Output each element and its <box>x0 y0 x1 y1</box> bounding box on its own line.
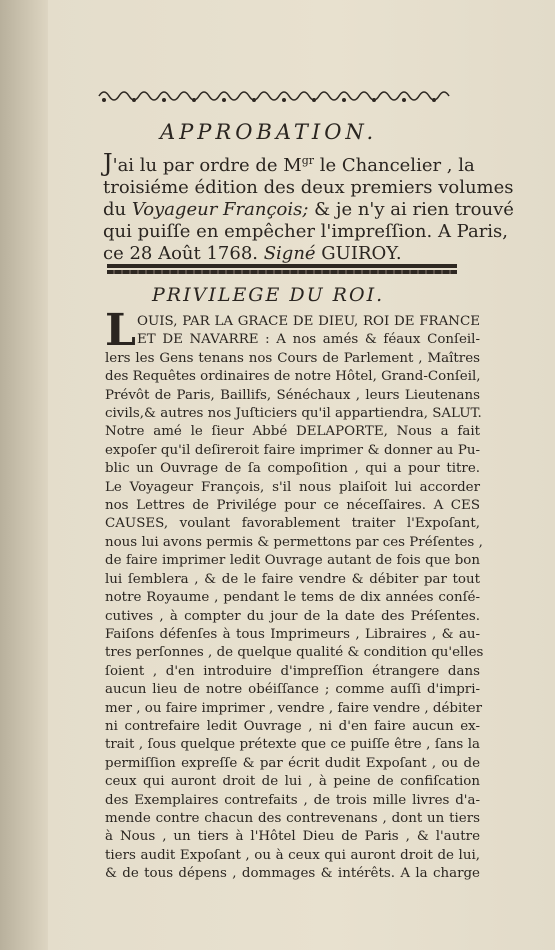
privilege-text <box>105 305 484 884</box>
text-line: des Requêtes ordinaires de notre Hôtel, Grand-Conſeil, <box>105 369 481 385</box>
text-line: ET DE NAVARRE : A nos amés & féaux Conſeil- <box>137 332 480 348</box>
thick-rule <box>107 264 457 268</box>
text-line: ni contrefaire ledit Ouvrage , ni d'en faire aucun ex- <box>105 718 480 734</box>
approbation-title: APPROBATION. <box>160 120 378 144</box>
text-line: Le Voyageur François, s'il nous plaiſoit lui accorder <box>105 479 480 495</box>
approbation-text <box>103 149 514 265</box>
approbation-line: ce 28 Août 1768. Signé GUIROY. <box>103 243 402 264</box>
ornamental-border <box>97 86 455 106</box>
drop-cap: L <box>105 305 136 356</box>
page-gutter <box>0 0 48 950</box>
text-line: ſoient , d'en introduire d'impreſſion étrangere dans <box>105 663 480 679</box>
text-line: notre Royaume , pendant le tems de dix années conſé- <box>105 590 480 606</box>
text-line: Notre amé le ſieur Abbé DELAPORTE, Nous a fait <box>105 424 480 440</box>
decorative-rule <box>107 270 457 274</box>
text-line: tiers audit Expoſant , ou à ceux qui auront droit de lui, <box>105 847 480 863</box>
text-line: permiſſion expreſſe & par écrit dudit Expoſant , ou de <box>105 755 480 771</box>
text-line: ceux qui auront droit de lui , à peine de confiſcation <box>105 774 480 790</box>
text-line: CAUSES, voulant favorablement traiter l'Expoſant, <box>105 516 480 532</box>
text-line: lers les Gens tenans nos Cours de Parlement , Maîtres <box>105 350 480 366</box>
text-line: & de tous dépens , dommages & intérêts. A la charge <box>105 866 480 882</box>
text-line: de faire imprimer ledit Ouvrage autant de fois que bon <box>105 553 480 569</box>
text-line: blic un Ouvrage de ſa compoſition , qui a pour titre. <box>105 461 480 477</box>
privilege-title: PRIVILEGE DU ROI. <box>152 284 385 306</box>
text-line: cutives , à compter du jour de la date des Préſentes. <box>105 608 480 624</box>
text-line: nos Lettres de Privilége pour ce néceſſaires. A CES <box>105 498 480 514</box>
text-line: des Exemplaires contrefaits , de trois mille livres d'a- <box>105 792 480 808</box>
text-line: tres perſonnes , de quelque qualité & condition qu'elles <box>105 645 484 661</box>
text-line: mer , ou faire imprimer , vendre , faire vendre , débiter <box>105 700 482 716</box>
text-line: nous lui avons permis & permettons par ces Préſentes , <box>105 534 483 550</box>
text-line: trait , ſous quelque prétexte que ce puiſſe être , ſans la <box>105 737 480 753</box>
approbation-line: du Voyageur François; & je n'y ai rien trouvé <box>103 199 514 220</box>
text-line: expoſer qu'il deſireroit faire imprimer & donner au Pu- <box>105 442 480 458</box>
text-line: à Nous , un tiers à l'Hôtel Dieu de Paris , & l'autre <box>105 829 480 845</box>
approbation-line: troisiéme édition des deux premiers volumes <box>103 177 514 198</box>
text-line: OUIS, PAR LA GRACE DE DIEU, ROI DE FRANCE <box>137 314 480 329</box>
text-line: Prévôt de Paris, Baillifs, Sénéchaux , leurs Lieutenans <box>105 387 480 403</box>
text-line: aucun lieu de notre obéiſſance ; comme auſſi d'impri- <box>105 682 480 698</box>
text-line: lui ſemblera , & de le faire vendre & débiter par tout <box>105 571 480 587</box>
text-line: mende contre chacun des contrevenans , dont un tiers <box>105 810 480 826</box>
approbation-line: J'ai lu par ordre de $M^{gr}$ le Chancelier , la <box>103 149 475 177</box>
text-line: civils,& autres nos Juſticiers qu'il appartiendra, SALUT. <box>105 406 482 422</box>
approbation-line: qui puiſſe en empêcher l'impreſſion. A Paris, <box>103 221 509 242</box>
text-line: Faiſons défenſes à tous Imprimeurs , Libraires , & au- <box>105 626 480 642</box>
